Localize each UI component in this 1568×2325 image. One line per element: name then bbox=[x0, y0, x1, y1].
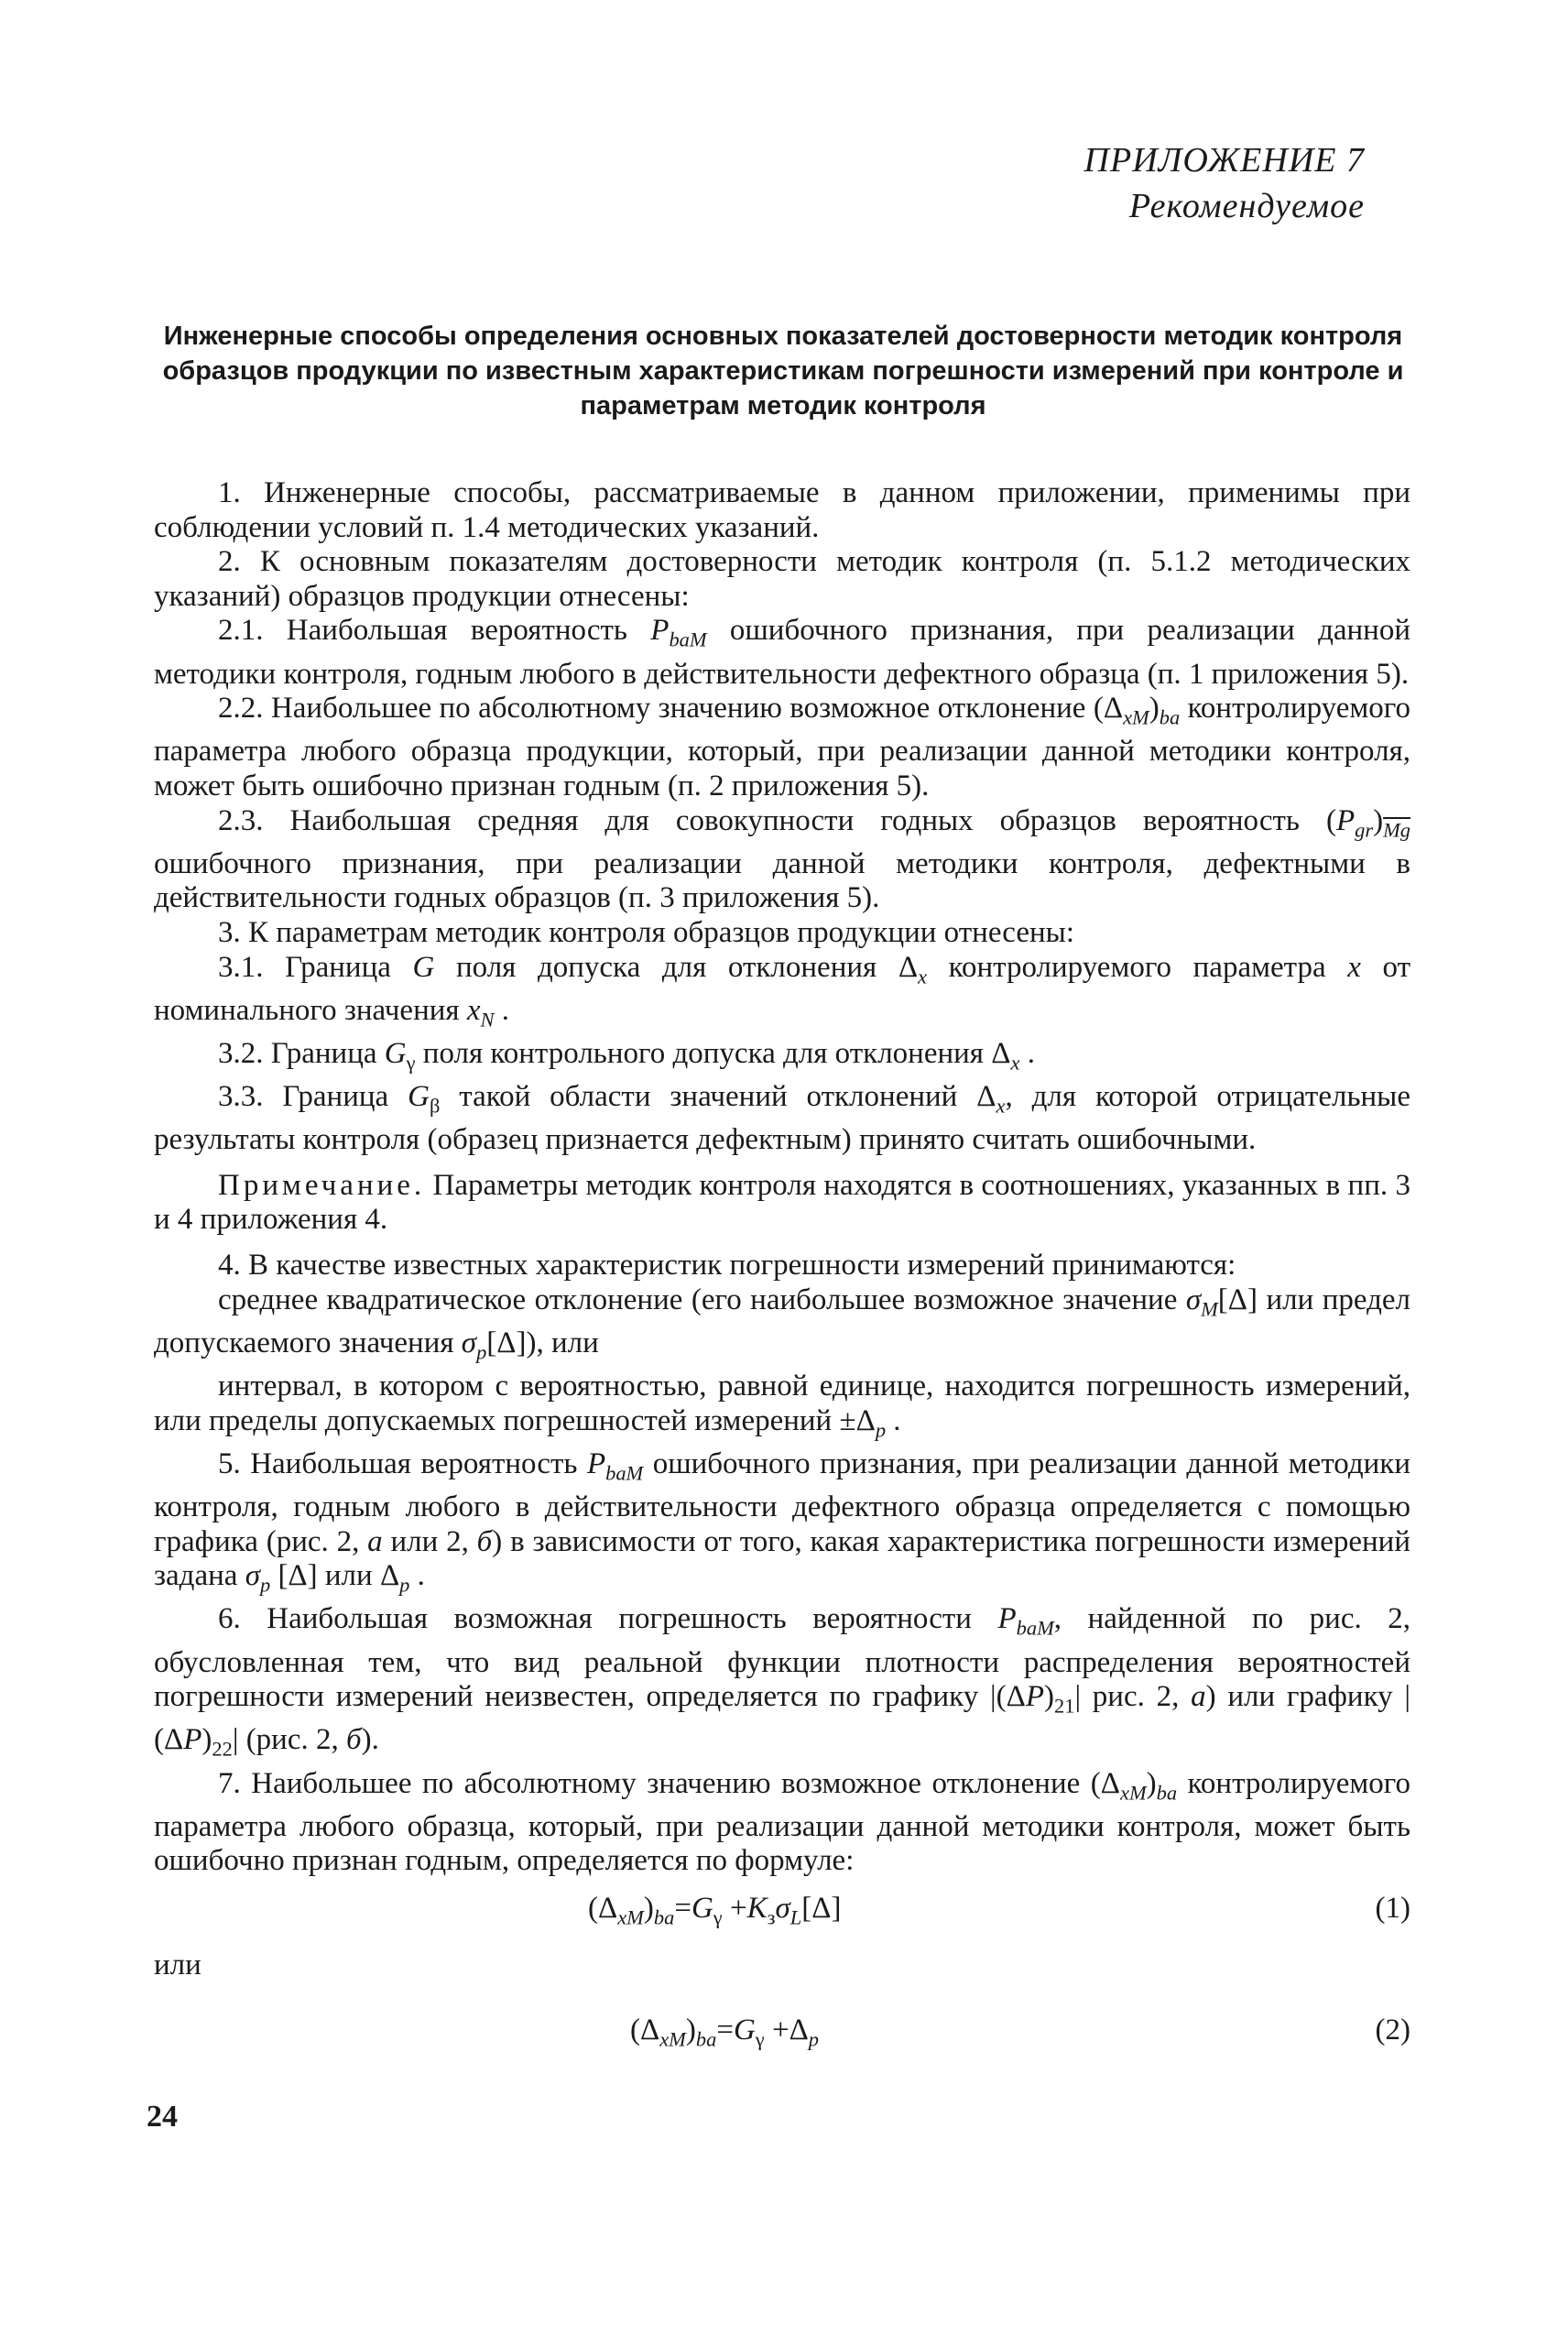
paragraph-3-3: 3.3. Граница $G_\beta$ такой области значений отклонений $\Delta_x$, для которой отрицательные результаты контроля (образец признается дефектным) принято считать ошибочными. bbox=[154, 1080, 1410, 1157]
paragraph-3: 3. К параметрам методик контроля образцов продукции отнесены: bbox=[218, 915, 1074, 949]
appendix-header bbox=[1084, 137, 1365, 229]
paragraph-2: 2. К основным показателям достоверности методик контроля (п. 5.1.2 методических указаний) образцов продукции отнесены: bbox=[154, 545, 1410, 613]
document-body bbox=[154, 476, 1410, 2061]
paragraph-1: 1. Инженерные способы, рассматриваемые в данном приложении, применимы при соблюдении условий п. 1.4 методических указаний. bbox=[154, 476, 1410, 544]
document-title: Инженерные способы определения основных показателей достоверности методик контроля образцов продукции по известным характеристикам погрешности измерений при контроле и параметрам методик контроля bbox=[162, 322, 1404, 420]
page-number: 24 bbox=[147, 2100, 178, 2134]
paragraph-4-a: среднее квадратическое отклонение (его наибольшее возможное значение $\sigma_M[\Delta]$ или предел допускаемого значения $\sigma_p[\Delta]$), или bbox=[154, 1283, 1410, 1364]
appendix-label: ПРИЛОЖЕНИЕ 7 bbox=[1083, 141, 1365, 180]
or-label: или bbox=[154, 1948, 201, 1981]
formula-2-number: (2) bbox=[1375, 2014, 1410, 2047]
paragraph-7: 7. Наибольшее по абсолютному значению возможное отклонение $(\Delta_{xM})_{ba}$ контролируемого параметра любого образца, который, при реализации данной методики контроля, может быть ошибочно признан годным, определяется по формуле: bbox=[154, 1766, 1410, 1878]
formula-2 bbox=[154, 2014, 1410, 2061]
paragraph-2-3: 2.3. Наибольшая средняя для совокупности годных образцов вероятность $(P_{gr})_{\overline{Mg}}$ ошибочного признания, при реализации данной методики контроля, дефектными в действительности годных образцов (п. 3 приложения 5). bbox=[154, 803, 1410, 915]
note: Примечание. Параметры методик контроля находятся в соотношениях, указанных в пп. 3 и 4 приложения 4. bbox=[154, 1168, 1410, 1237]
formula-1-number: (1) bbox=[1375, 1891, 1410, 1925]
paragraph-6: 6. Наибольшая возможная погрешность вероятности $P_{baM}$, найденной по рис. 2, обусловленная тем, что вид реальной функции плотности распределения вероятностей погрешности измерений неизвестен, определяется по графику $|(\Delta P)_{21}|$ рис. 2, а) или графику $|(\Delta P)_{22}|$ (рис. 2, б). bbox=[154, 1602, 1411, 1761]
paragraph-2-2: 2.2. Наибольшее по абсолютному значению возможное отклонение $(\Delta_{xM})_{ba}$ контролируемого параметра любого образца продукции, который, при реализации данной методики контроля, может быть ошибочно признан годным (п. 2 приложения 5). bbox=[154, 692, 1410, 802]
formula-1-expression: $(\Delta_{xM})_{ba}=G_\gamma +K_з\sigma_L[\Delta]$ bbox=[588, 1891, 842, 1929]
paragraph-5: 5. Наибольшая вероятность $P_{baM}$ ошибочного признания, при реализации данной методики контроля, годным любого в действительности дефектного образца определяется с помощью графика (рис. 2, а или 2, б) в зависимости от того, какая характеристика погрешности измерений задана $\sigma_p$ [Δ] или $\Delta_p$ . bbox=[154, 1446, 1410, 1597]
appendix-status: Рекомендуемое bbox=[1128, 187, 1365, 225]
paragraph-4: 4. В качестве известных характеристик погрешности измерений принимаются: bbox=[218, 1249, 1236, 1283]
formula-1 bbox=[154, 1892, 1410, 1939]
paragraph-2-1: 2.1. Наибольшая вероятность $P_{baM}$ ошибочного признания, при реализации данной методики контроля, годным любого в действительности дефектного образца (п. 1 приложения 5). bbox=[154, 614, 1410, 691]
note-label: Примечание. bbox=[218, 1168, 426, 1202]
paragraph-3-1: 3.1. Граница G поля допуска для отклонения $\Delta_x$ контролируемого параметра x от номинального значения $x_N$ . bbox=[154, 950, 1410, 1032]
paragraph-4-b: интервал, в котором с вероятностью, равной единице, находится погрешность измерений, или пределы допускаемых погрешностей измерений $\pm\Delta_p$ . bbox=[154, 1370, 1410, 1442]
formula-2-expression: $(\Delta_{xM})_{ba}=G_\gamma +\Delta_p$ bbox=[630, 2014, 820, 2052]
paragraph-3-2: 3.2. Граница $G_\gamma$ поля контрольного допуска для отклонения $\Delta_x$ . bbox=[218, 1036, 1035, 1075]
